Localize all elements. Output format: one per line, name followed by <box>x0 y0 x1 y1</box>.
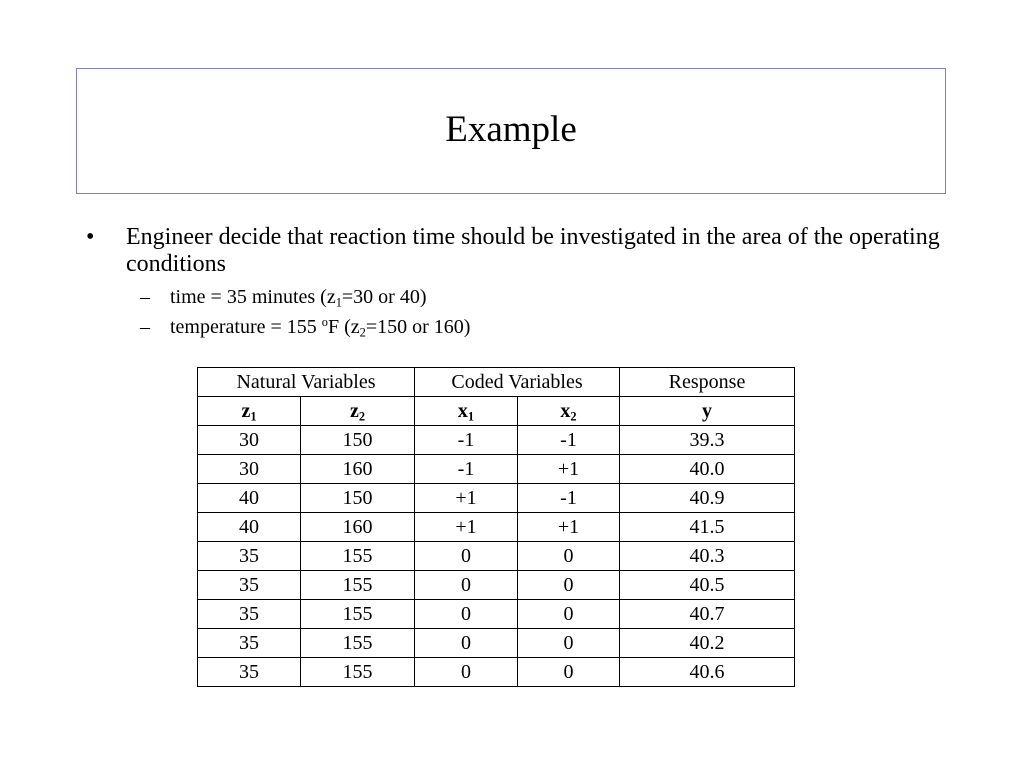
group-header-row <box>198 368 795 397</box>
table-cell: 155 <box>301 571 415 600</box>
table-cell: 35 <box>198 542 301 571</box>
temperature-suffix: =150 or 160) <box>365 316 471 338</box>
sub-item-text <box>170 312 470 342</box>
table-cell: 0 <box>415 571 518 600</box>
table-cell: 40.7 <box>620 600 795 629</box>
temperature-subscript: 2 <box>359 325 366 340</box>
table-row <box>198 455 795 484</box>
table-row <box>198 629 795 658</box>
table-cell: 40.9 <box>620 484 795 513</box>
var-header-x1: $x_1$ <box>415 397 518 426</box>
table-cell: 0 <box>415 629 518 658</box>
table-cell: 155 <box>301 542 415 571</box>
table-cell: 40.0 <box>620 455 795 484</box>
table-cell: 0 <box>518 600 620 629</box>
dash-icon: – <box>140 316 150 338</box>
table-cell: 150 <box>301 484 415 513</box>
group-header-natural: Natural Variables <box>198 368 415 397</box>
table-cell: 0 <box>415 600 518 629</box>
sub-item-text <box>170 282 427 312</box>
table-cell: 40.5 <box>620 571 795 600</box>
table-cell: -1 <box>415 426 518 455</box>
temperature-middle: F (z <box>327 316 360 338</box>
table-cell: 0 <box>518 658 620 687</box>
table-row <box>198 513 795 542</box>
variable-header-row <box>198 397 795 426</box>
table-cell: 39.3 <box>620 426 795 455</box>
table-row <box>198 484 795 513</box>
table-cell: 40 <box>198 513 301 542</box>
var-header-z1: $z_1$ <box>198 397 301 426</box>
dash-icon: – <box>140 286 150 308</box>
table-cell: 160 <box>301 455 415 484</box>
table-cell: 40.2 <box>620 629 795 658</box>
group-header-coded: Coded Variables <box>415 368 620 397</box>
table-cell: +1 <box>518 455 620 484</box>
table-cell: 155 <box>301 629 415 658</box>
sub-item-time <box>140 282 946 312</box>
table-cell: 30 <box>198 455 301 484</box>
title-box <box>76 68 946 194</box>
table-cell: 30 <box>198 426 301 455</box>
sub-item-temperature <box>140 312 946 342</box>
table-cell: 35 <box>198 600 301 629</box>
degree-superscript: o <box>321 315 328 330</box>
bullet-text: Engineer decide that reaction time should be investigated in the area of the operating conditions <box>126 224 940 277</box>
table-cell: 0 <box>415 542 518 571</box>
table-cell: 0 <box>518 542 620 571</box>
table-cell: 150 <box>301 426 415 455</box>
bullet-list <box>86 224 946 342</box>
table-cell: 41.5 <box>620 513 795 542</box>
var-header-z2: $z_2$ <box>301 397 415 426</box>
table-row <box>198 571 795 600</box>
var-header-y: y <box>620 397 795 426</box>
table-cell: 160 <box>301 513 415 542</box>
table-cell: 40.6 <box>620 658 795 687</box>
time-suffix: =30 or 40) <box>341 286 427 308</box>
var-header-x2: $x_2$ <box>518 397 620 426</box>
table-row <box>198 658 795 687</box>
table-cell: 35 <box>198 571 301 600</box>
table-cell: 0 <box>518 629 620 658</box>
table-cell: 155 <box>301 658 415 687</box>
table-cell: 40 <box>198 484 301 513</box>
table-cell: 0 <box>415 658 518 687</box>
slide-title: Example <box>445 108 577 150</box>
table-cell: 0 <box>518 571 620 600</box>
table-cell: +1 <box>518 513 620 542</box>
experiment-table <box>197 367 795 687</box>
time-prefix: time = 35 minutes (z <box>170 286 336 308</box>
table-cell: -1 <box>518 484 620 513</box>
table-cell: 40.3 <box>620 542 795 571</box>
table-row <box>198 426 795 455</box>
temperature-prefix: temperature = 155 <box>170 316 322 338</box>
bullet-dot-icon: • <box>86 224 95 250</box>
bullet-item <box>86 224 946 278</box>
table-cell: -1 <box>415 455 518 484</box>
table-cell: +1 <box>415 513 518 542</box>
time-subscript: 1 <box>335 295 342 310</box>
table-cell: 155 <box>301 600 415 629</box>
table-cell: -1 <box>518 426 620 455</box>
table-row <box>198 542 795 571</box>
table-cell: 35 <box>198 658 301 687</box>
table-body <box>198 426 795 687</box>
table-row <box>198 600 795 629</box>
group-header-response: Response <box>620 368 795 397</box>
table-cell: 35 <box>198 629 301 658</box>
table-cell: +1 <box>415 484 518 513</box>
